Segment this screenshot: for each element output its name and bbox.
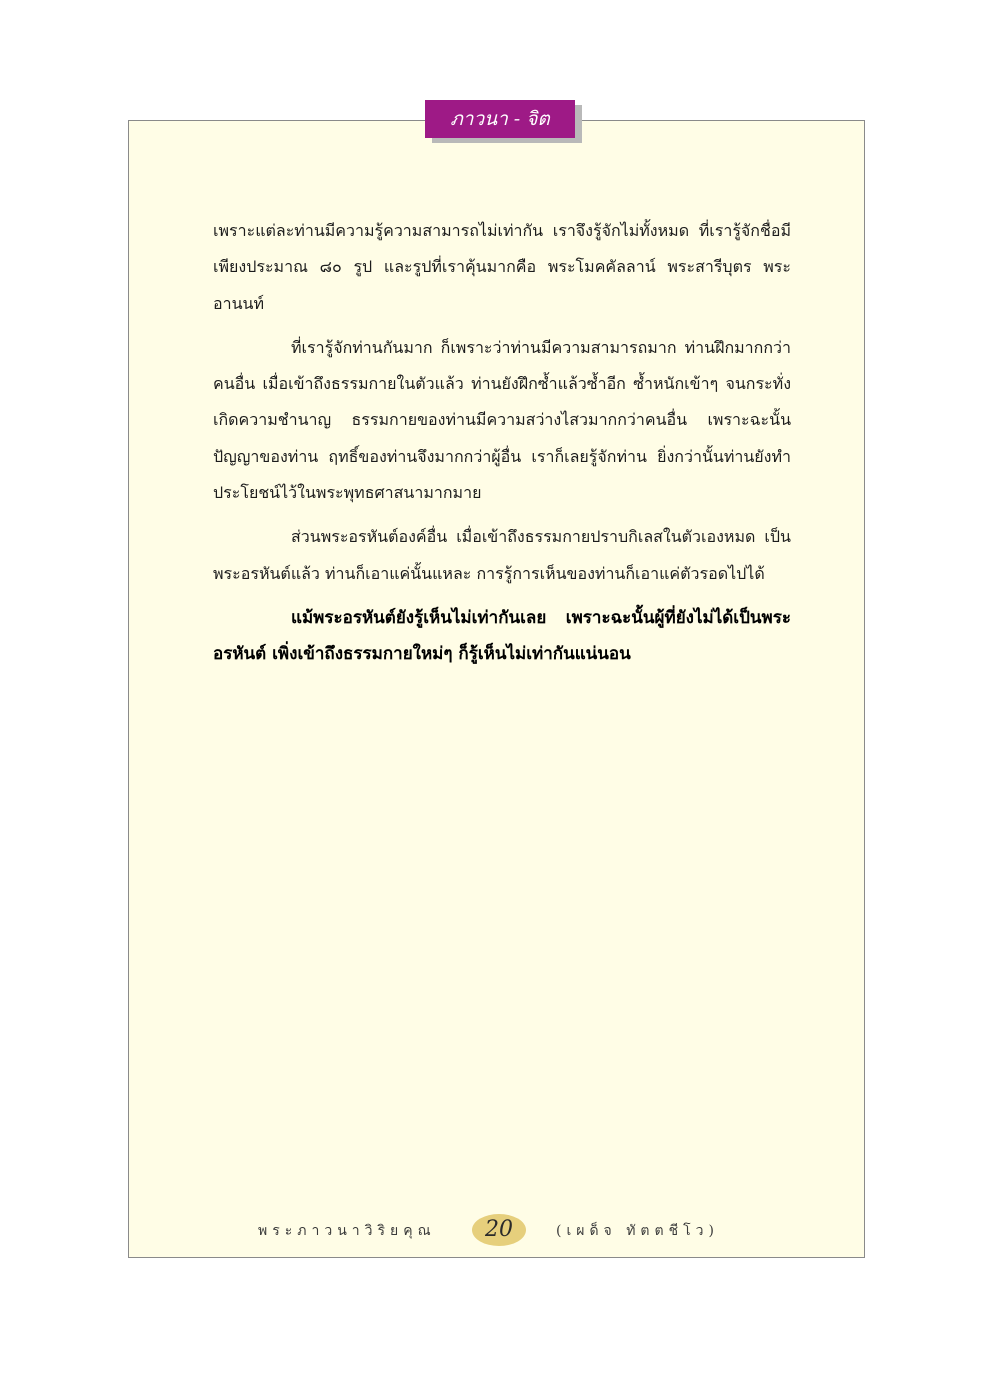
- page-footer: [128, 1211, 865, 1251]
- paragraph-1: เพราะแต่ละท่านมีความรู้ความสามารถไม่เท่ากัน เราจึงรู้จักไม่ทั้งหมด ที่เรารู้จักชื่อมีเพียงประมาณ ๘๐ รูป และรูปที่เราคุ้นมากคือ พระโมคคัลลาน์ พระสารีบุตร พระอานนท์: [213, 221, 791, 313]
- footer-author: (เผด็จ ทัตตชีโว): [556, 1223, 719, 1239]
- footer-book-title: พระภาวนาวิริยคุณ: [258, 1223, 436, 1239]
- page-number: 20: [485, 1217, 513, 1242]
- page-body: [213, 213, 791, 681]
- paragraph-3: ส่วนพระอรหันต์องค์อื่น เมื่อเข้าถึงธรรมกายปราบกิเลสในตัวเองหมด เป็นพระอรหันต์แล้ว ท่านก็เอาแค่นั้นแหละ การรู้การเห็นของท่านก็เอาแค่ตัวรอดไปได้: [213, 527, 791, 583]
- paragraph-2: ที่เรารู้จักท่านกันมาก ก็เพราะว่าท่านมีความสามารถมาก ท่านฝึกมากกว่าคนอื่น เมื่อเข้าถึงธรรมกายในตัวแล้ว ท่านยังฝึกซ้ำแล้วซ้ำอีก ซ้ำหนักเข้าๆ จนกระทั่งเกิดความชำนาญ ธรรมกายของท่านมีความสว่างไสวมากกว่าคนอื่น เพราะฉะนั้นปัญญาของท่าน ฤทธิ์ของท่านจึงมากกว่าผู้อื่น เราก็เลยรู้จักท่าน ยิ่งกว่านั้นท่านยังทำประโยชน์ไว้ในพระพุทธศาสนามากมาย: [213, 337, 791, 503]
- paragraph-4-emphasis: แม้พระอรหันต์ยังรู้เห็นไม่เท่ากันเลย เพราะฉะนั้นผู้ที่ยังไม่ได้เป็นพระอรหันต์ เพิ่งเข้าถึงธรรมกายใหม่ๆ ก็รู้เห็นไม่เท่ากันแน่นอน: [213, 607, 791, 665]
- section-header-tab: ภาวนา - จิต: [425, 100, 575, 138]
